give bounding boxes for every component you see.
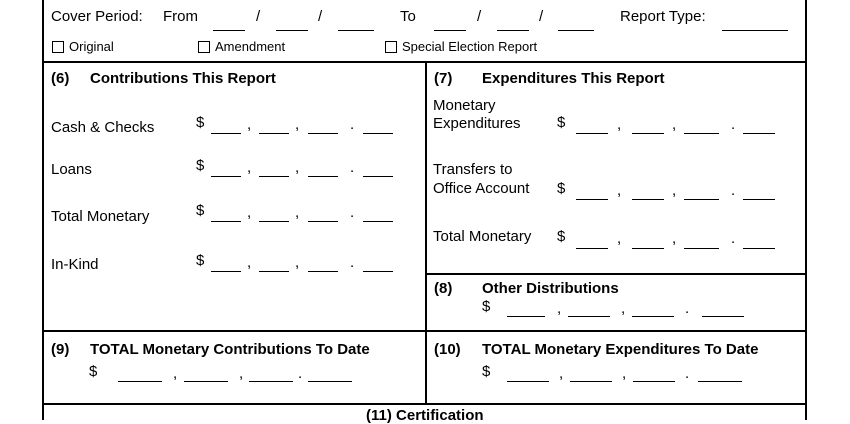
transfers-office-field[interactable] bbox=[557, 180, 777, 202]
amount-segment bbox=[507, 381, 549, 382]
amount-segment bbox=[211, 176, 241, 177]
amount-segment bbox=[363, 221, 393, 222]
currency-sign: $ bbox=[89, 363, 98, 380]
amount-segment bbox=[743, 248, 775, 249]
amount-segment bbox=[576, 133, 608, 134]
thousands-separator: , bbox=[617, 182, 622, 199]
contrib-row-inkind-label: In-Kind bbox=[51, 256, 99, 273]
amount-segment bbox=[259, 271, 289, 272]
amount-segment bbox=[249, 381, 293, 382]
currency-sign: $ bbox=[557, 114, 566, 131]
amount-segment bbox=[308, 133, 338, 134]
from-year-field[interactable] bbox=[338, 30, 374, 31]
amount-segment bbox=[684, 133, 719, 134]
decimal-point: . bbox=[350, 254, 355, 271]
thousands-separator: , bbox=[247, 116, 252, 133]
amount-segment bbox=[743, 199, 775, 200]
amount-segment bbox=[684, 248, 719, 249]
thousands-separator: , bbox=[173, 365, 178, 382]
left-border-top bbox=[42, 0, 44, 62]
total-expenditures-to-date-field[interactable] bbox=[482, 363, 747, 385]
amount-segment bbox=[576, 248, 608, 249]
amount-segment bbox=[211, 133, 241, 134]
grid-right-border bbox=[805, 61, 807, 420]
special-election-label: Special Election Report bbox=[402, 39, 538, 54]
amount-segment bbox=[632, 199, 664, 200]
currency-sign: $ bbox=[196, 157, 205, 174]
amount-segment bbox=[259, 221, 289, 222]
other-dist-title: Other Distributions bbox=[482, 280, 619, 297]
amount-segment bbox=[308, 381, 352, 382]
grid-center-divider bbox=[425, 61, 427, 404]
decimal-point: . bbox=[685, 365, 690, 382]
thousands-separator: , bbox=[621, 300, 626, 317]
from-slash-2: / bbox=[318, 8, 323, 25]
thousands-separator: , bbox=[617, 230, 622, 247]
monetary-exp-label-line1: Monetary bbox=[433, 97, 496, 114]
thousands-separator: , bbox=[295, 159, 300, 176]
other-distributions-field[interactable] bbox=[482, 298, 722, 320]
to-slash-1: / bbox=[477, 8, 482, 25]
total-contrib-title: TOTAL Monetary Contributions To Date bbox=[90, 341, 370, 358]
contrib-row-loans-label: Loans bbox=[51, 161, 92, 178]
total-exp-title: TOTAL Monetary Expenditures To Date bbox=[482, 341, 759, 358]
thousands-separator: , bbox=[295, 204, 300, 221]
thousands-separator: , bbox=[295, 116, 300, 133]
amount-segment bbox=[698, 381, 742, 382]
total-contrib-number: (9) bbox=[51, 341, 70, 358]
thousands-separator: , bbox=[672, 230, 677, 247]
to-label: To bbox=[400, 8, 416, 25]
amount-segment bbox=[568, 316, 610, 317]
from-label: From bbox=[163, 8, 198, 25]
total-contributions-to-date-field[interactable] bbox=[89, 363, 354, 385]
total-monetary-exp-field[interactable] bbox=[557, 228, 777, 250]
amount-segment bbox=[684, 199, 719, 200]
to-month-field[interactable] bbox=[434, 30, 466, 31]
amount-segment bbox=[507, 316, 545, 317]
cash-checks-amount-field[interactable] bbox=[196, 114, 396, 136]
currency-sign: $ bbox=[196, 252, 205, 269]
total-monetary-exp-label: Total Monetary bbox=[433, 228, 532, 245]
special-election-checkbox[interactable] bbox=[385, 41, 397, 53]
currency-sign: $ bbox=[557, 180, 566, 197]
amount-segment bbox=[211, 221, 241, 222]
amount-segment bbox=[308, 176, 338, 177]
currency-sign: $ bbox=[196, 114, 205, 131]
contrib-row-cash-label: Cash & Checks bbox=[51, 119, 155, 136]
amount-segment bbox=[363, 176, 393, 177]
divider-7-8 bbox=[425, 273, 807, 275]
thousands-separator: , bbox=[247, 204, 252, 221]
amount-segment bbox=[363, 271, 393, 272]
transfers-label-line2: Office Account bbox=[433, 180, 530, 197]
divider-bottom bbox=[42, 403, 807, 405]
expenditures-number: (7) bbox=[434, 70, 453, 87]
original-checkbox[interactable] bbox=[52, 41, 64, 53]
amount-segment bbox=[743, 133, 775, 134]
total-monetary-contrib-field[interactable] bbox=[196, 202, 396, 224]
thousands-separator: , bbox=[617, 116, 622, 133]
contrib-row-total-label: Total Monetary bbox=[51, 208, 150, 225]
thousands-separator: , bbox=[672, 116, 677, 133]
from-slash-1: / bbox=[256, 8, 261, 25]
amendment-label: Amendment bbox=[215, 39, 286, 54]
amount-segment bbox=[633, 381, 675, 382]
monetary-exp-label-line2: Expenditures bbox=[433, 115, 521, 132]
amount-segment bbox=[570, 381, 612, 382]
currency-sign: $ bbox=[482, 363, 491, 380]
currency-sign: $ bbox=[482, 298, 491, 315]
amount-segment bbox=[184, 381, 228, 382]
to-day-field[interactable] bbox=[497, 30, 529, 31]
to-slash-2: / bbox=[539, 8, 544, 25]
in-kind-amount-field[interactable] bbox=[196, 252, 396, 274]
decimal-point: . bbox=[685, 300, 690, 317]
amount-segment bbox=[308, 221, 338, 222]
amount-segment bbox=[259, 133, 289, 134]
amendment-checkbox[interactable] bbox=[198, 41, 210, 53]
amount-segment bbox=[308, 271, 338, 272]
decimal-point: . bbox=[350, 116, 355, 133]
contributions-title: Contributions This Report bbox=[90, 70, 276, 87]
expenditures-title: Expenditures This Report bbox=[482, 70, 665, 87]
amount-segment bbox=[576, 199, 608, 200]
report-type-field[interactable] bbox=[722, 30, 788, 31]
amount-segment bbox=[632, 248, 664, 249]
other-dist-number: (8) bbox=[434, 280, 453, 297]
thousands-separator: , bbox=[295, 254, 300, 271]
thousands-separator: , bbox=[239, 365, 244, 382]
from-month-field[interactable] bbox=[213, 30, 245, 31]
thousands-separator: , bbox=[247, 254, 252, 271]
amount-segment bbox=[632, 133, 664, 134]
thousands-separator: , bbox=[559, 365, 564, 382]
thousands-separator: , bbox=[247, 159, 252, 176]
amount-segment bbox=[259, 176, 289, 177]
right-border-top bbox=[805, 0, 807, 62]
amount-segment bbox=[363, 133, 393, 134]
thousands-separator: , bbox=[672, 182, 677, 199]
thousands-separator: , bbox=[622, 365, 627, 382]
loans-amount-field[interactable] bbox=[196, 157, 396, 179]
amount-segment bbox=[632, 316, 674, 317]
amount-segment bbox=[702, 316, 744, 317]
contributions-number: (6) bbox=[51, 70, 70, 87]
decimal-point: . bbox=[350, 159, 355, 176]
thousands-separator: , bbox=[557, 300, 562, 317]
decimal-point: . bbox=[731, 230, 736, 247]
decimal-point: . bbox=[731, 116, 736, 133]
decimal-point: . bbox=[731, 182, 736, 199]
decimal-point: . bbox=[298, 365, 303, 382]
to-year-field[interactable] bbox=[558, 30, 594, 31]
monetary-expenditures-field[interactable] bbox=[557, 114, 777, 136]
from-day-field[interactable] bbox=[276, 30, 308, 31]
amount-segment bbox=[211, 271, 241, 272]
currency-sign: $ bbox=[196, 202, 205, 219]
original-label: Original bbox=[69, 39, 114, 54]
divider-mid bbox=[42, 330, 807, 332]
transfers-label-line1: Transfers to bbox=[433, 161, 513, 178]
currency-sign: $ bbox=[557, 228, 566, 245]
cover-period-label: Cover Period: bbox=[51, 8, 143, 25]
report-type-label: Report Type: bbox=[620, 8, 706, 25]
total-exp-number: (10) bbox=[434, 341, 461, 358]
grid-left-border bbox=[42, 61, 44, 420]
certification-title: (11) Certification bbox=[366, 407, 484, 424]
decimal-point: . bbox=[350, 204, 355, 221]
amount-segment bbox=[118, 381, 162, 382]
